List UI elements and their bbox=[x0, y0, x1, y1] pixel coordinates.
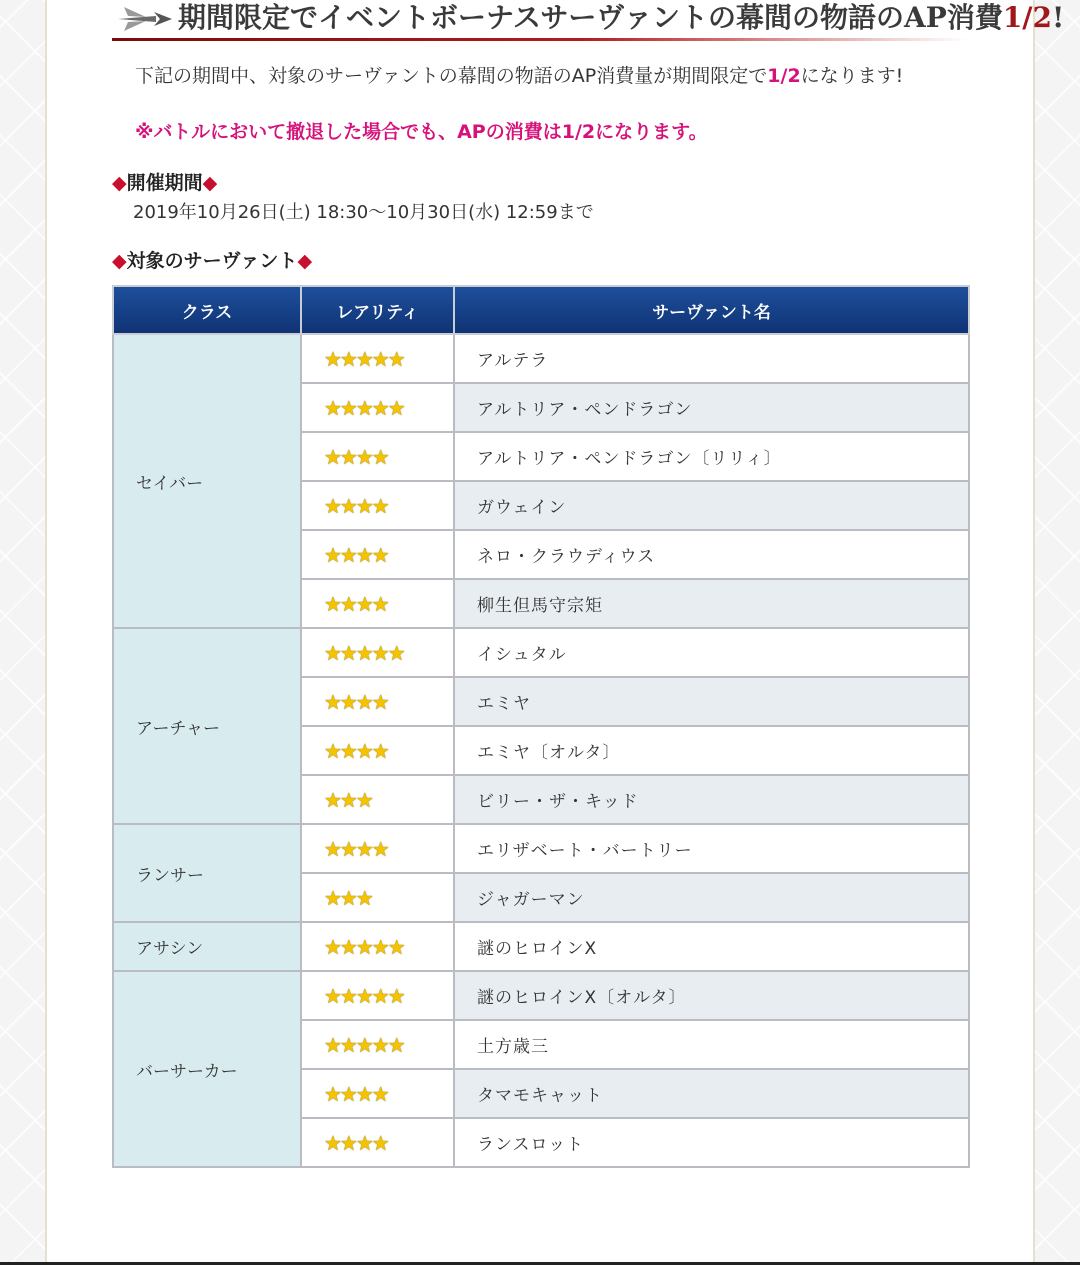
rarity-cell bbox=[301, 334, 454, 383]
servant-name: エリザベート・バートリー bbox=[454, 824, 969, 873]
table-row bbox=[113, 334, 969, 383]
page-title: 期間限定でイベントボーナスサーヴァントの幕間の物語のAP消費1/2! bbox=[178, 1, 1065, 34]
star-icon: ★★★★ bbox=[324, 836, 388, 861]
rarity-cell bbox=[301, 1069, 454, 1118]
intro-text: 下記の期間中、対象のサーヴァントの幕間の物語のAP消費量が期間限定で1/2になります! bbox=[135, 65, 904, 87]
table-row bbox=[113, 824, 969, 873]
class-cell-berserker: バーサーカー bbox=[113, 971, 301, 1167]
rarity-cell bbox=[301, 579, 454, 628]
title-highlight: 1/2 bbox=[1002, 1, 1053, 34]
rarity-cell bbox=[301, 677, 454, 726]
column-header-class: クラス bbox=[113, 286, 301, 334]
rarity-cell bbox=[301, 824, 454, 873]
rarity-cell bbox=[301, 432, 454, 481]
page-title-banner bbox=[112, 0, 1065, 44]
star-icon: ★★★★★ bbox=[324, 640, 404, 665]
servant-name: アルトリア・ペンドラゴン〔リリィ〕 bbox=[454, 432, 969, 481]
star-icon: ★★★★ bbox=[324, 444, 388, 469]
servant-name: イシュタル bbox=[454, 628, 969, 677]
rarity-cell bbox=[301, 383, 454, 432]
servant-name: 謎のヒロインX bbox=[454, 922, 969, 971]
servant-name: 謎のヒロインX〔オルタ〕 bbox=[454, 971, 969, 1020]
event-period: 2019年10月26日(土) 18:30〜10月30日(水) 12:59まで bbox=[133, 202, 594, 223]
servant-name: エミヤ〔オルタ〕 bbox=[454, 726, 969, 775]
rarity-cell bbox=[301, 628, 454, 677]
column-header-rarity: レアリティ bbox=[301, 286, 454, 334]
star-icon: ★★★★★ bbox=[324, 983, 404, 1008]
red-diamond-icon: ◆ bbox=[112, 250, 127, 272]
rarity-cell bbox=[301, 530, 454, 579]
star-icon: ★★★★ bbox=[324, 1081, 388, 1106]
rarity-cell bbox=[301, 971, 454, 1020]
intro-note: ※バトルにおいて撤退した場合でも、APの消費は1/2になります。 bbox=[135, 121, 708, 143]
servants-heading: ◆対象のサーヴァント◆ bbox=[112, 250, 313, 272]
red-diamond-icon: ◆ bbox=[112, 172, 127, 194]
star-icon: ★★★★ bbox=[324, 738, 388, 763]
star-icon: ★★★★ bbox=[324, 689, 388, 714]
servant-name: アルテラ bbox=[454, 334, 969, 383]
servant-table bbox=[112, 285, 970, 1168]
rarity-cell bbox=[301, 922, 454, 971]
star-icon: ★★★★ bbox=[324, 1130, 388, 1155]
star-icon: ★★★ bbox=[324, 885, 372, 910]
servant-name: ビリー・ザ・キッド bbox=[454, 775, 969, 824]
star-icon: ★★★★★ bbox=[324, 395, 404, 420]
servant-name: エミヤ bbox=[454, 677, 969, 726]
column-header-name: サーヴァント名 bbox=[454, 286, 969, 334]
period-heading: ◆開催期間◆ bbox=[112, 172, 218, 194]
table-header-row bbox=[113, 286, 969, 334]
class-cell-archer: アーチャー bbox=[113, 628, 301, 824]
rarity-cell bbox=[301, 1020, 454, 1069]
class-cell-saber: セイバー bbox=[113, 334, 301, 628]
table-row bbox=[113, 628, 969, 677]
star-icon: ★★★★ bbox=[324, 591, 388, 616]
star-icon: ★★★★ bbox=[324, 493, 388, 518]
star-icon: ★★★★★ bbox=[324, 1032, 404, 1057]
title-divider bbox=[112, 38, 968, 41]
servant-name: 柳生但馬守宗矩 bbox=[454, 579, 969, 628]
star-icon: ★★★★★ bbox=[324, 934, 404, 959]
rarity-cell bbox=[301, 726, 454, 775]
winged-arrow-icon bbox=[116, 4, 174, 34]
red-diamond-icon: ◆ bbox=[202, 172, 218, 194]
rarity-cell bbox=[301, 775, 454, 824]
red-diamond-icon: ◆ bbox=[297, 250, 313, 272]
class-cell-assassin: アサシン bbox=[113, 922, 301, 971]
rarity-cell bbox=[301, 481, 454, 530]
rarity-cell bbox=[301, 1118, 454, 1167]
intro-highlight: 1/2 bbox=[767, 65, 801, 87]
servant-name: 土方歳三 bbox=[454, 1020, 969, 1069]
servant-name: ジャガーマン bbox=[454, 873, 969, 922]
servant-name: ランスロット bbox=[454, 1118, 969, 1167]
class-cell-lancer: ランサー bbox=[113, 824, 301, 922]
table-row bbox=[113, 971, 969, 1020]
star-icon: ★★★★★ bbox=[324, 346, 404, 371]
servant-name: ネロ・クラウディウス bbox=[454, 530, 969, 579]
servant-name: タマモキャット bbox=[454, 1069, 969, 1118]
servant-name: ガウェイン bbox=[454, 481, 969, 530]
star-icon: ★★★ bbox=[324, 787, 372, 812]
star-icon: ★★★★ bbox=[324, 542, 388, 567]
table-row bbox=[113, 922, 969, 971]
rarity-cell bbox=[301, 873, 454, 922]
servant-name: アルトリア・ペンドラゴン bbox=[454, 383, 969, 432]
